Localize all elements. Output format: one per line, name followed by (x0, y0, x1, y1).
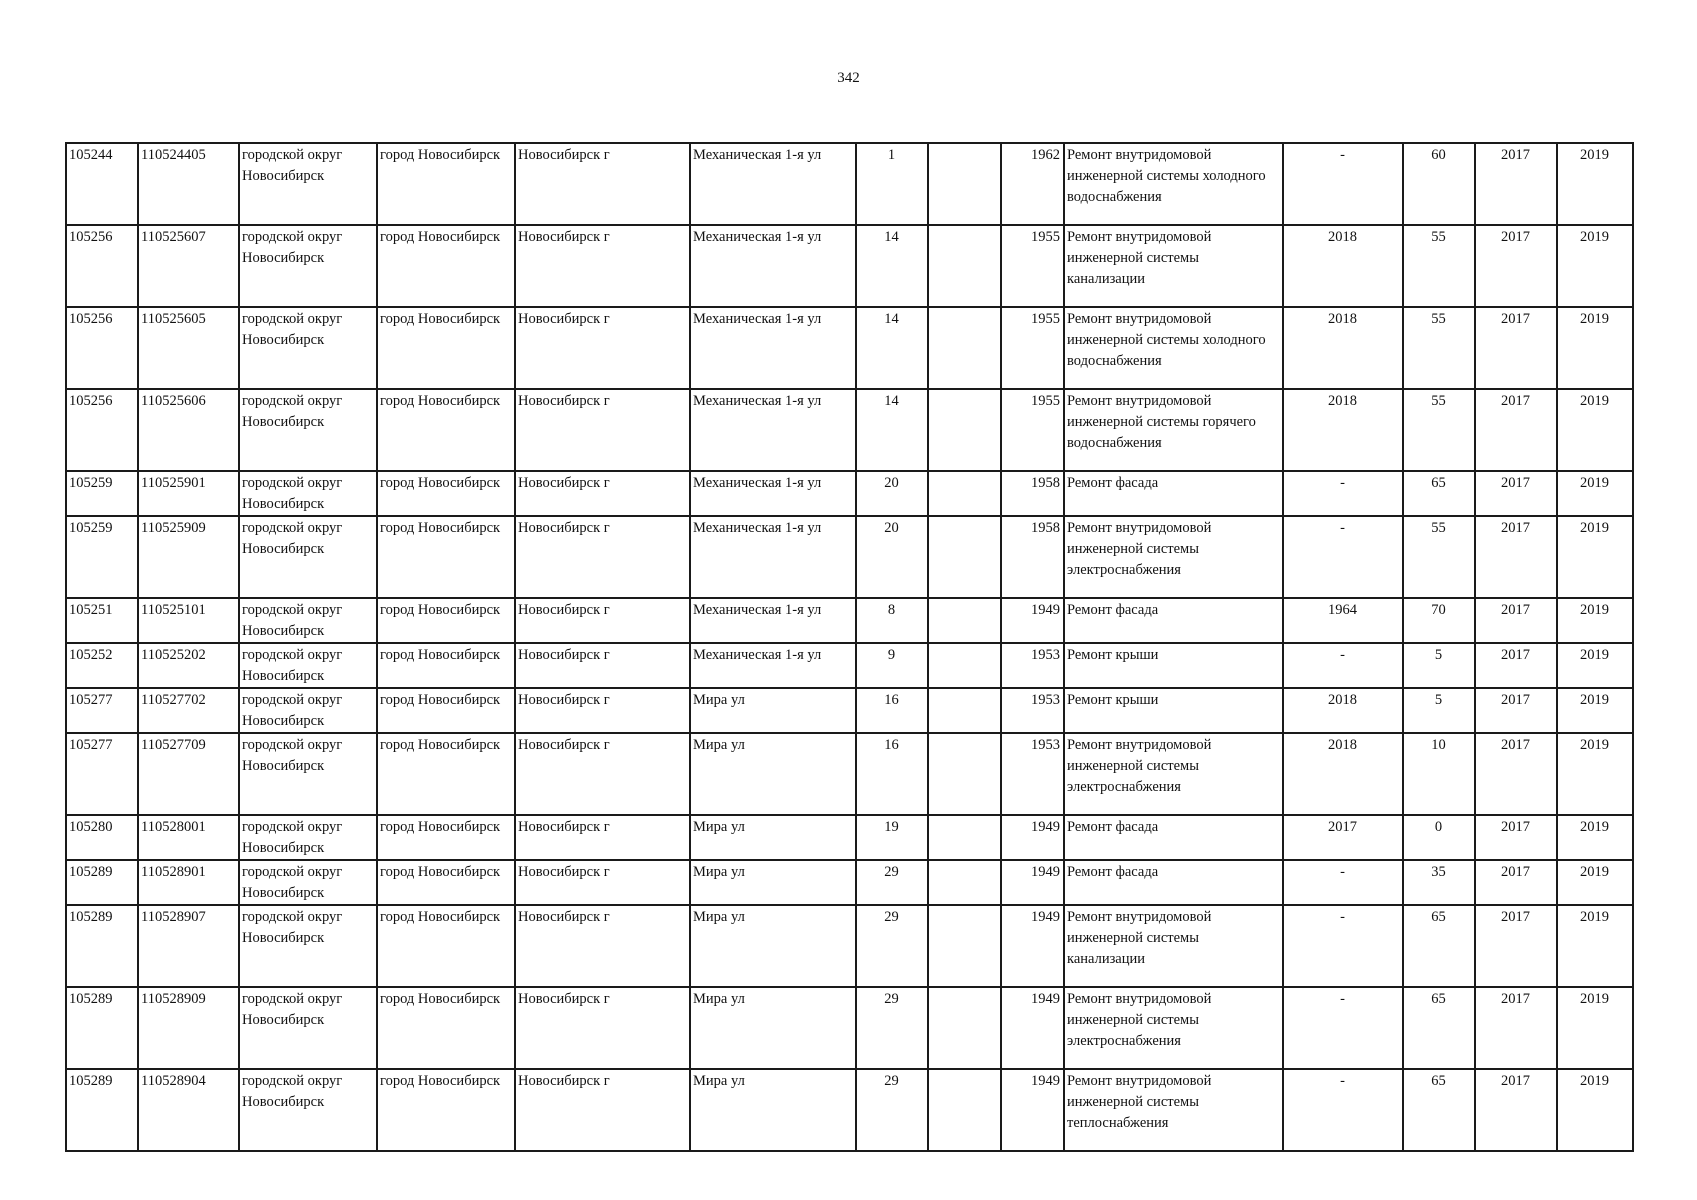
cell-district: городской округ Новосибирск (239, 389, 377, 471)
cell-locality: Новосибирск г (515, 143, 690, 225)
cell-work: Ремонт крыши (1064, 688, 1283, 733)
cell-id: 105289 (66, 860, 138, 905)
table-row (66, 1069, 1633, 1151)
cell-locality: Новосибирск г (515, 598, 690, 643)
cell-wear: 60 (1403, 143, 1475, 225)
cell-id: 105251 (66, 598, 138, 643)
cell-work: Ремонт внутридомовой инженерной системы электроснабжения (1064, 516, 1283, 598)
cell-year-built: 1955 (1001, 225, 1064, 307)
cell-work: Ремонт внутридомовой инженерной системы канализации (1064, 225, 1283, 307)
cell-start-year: 2017 (1475, 688, 1557, 733)
cell-end-year: 2019 (1557, 905, 1633, 987)
cell-work: Ремонт фасада (1064, 598, 1283, 643)
cell-start-year: 2017 (1475, 307, 1557, 389)
cell-locality: Новосибирск г (515, 1069, 690, 1151)
cell-code: 110528904 (138, 1069, 239, 1151)
cell-house: 29 (856, 860, 928, 905)
cell-settlement: город Новосибирск (377, 815, 515, 860)
cell-district: городской округ Новосибирск (239, 598, 377, 643)
cell-year-built: 1949 (1001, 815, 1064, 860)
cell-year-built: 1958 (1001, 516, 1064, 598)
cell-id: 105244 (66, 143, 138, 225)
cell-locality: Новосибирск г (515, 225, 690, 307)
cell-locality: Новосибирск г (515, 815, 690, 860)
cell-settlement: город Новосибирск (377, 389, 515, 471)
cell-code: 110525101 (138, 598, 239, 643)
cell-start-year: 2017 (1475, 987, 1557, 1069)
cell-wear: 55 (1403, 389, 1475, 471)
cell-start-year: 2017 (1475, 598, 1557, 643)
cell-building (928, 389, 1001, 471)
cell-end-year: 2019 (1557, 987, 1633, 1069)
cell-start-year: 2017 (1475, 225, 1557, 307)
cell-end-year: 2019 (1557, 471, 1633, 516)
cell-code: 110524405 (138, 143, 239, 225)
cell-last-repair: - (1283, 905, 1403, 987)
cell-start-year: 2017 (1475, 516, 1557, 598)
cell-district: городской округ Новосибирск (239, 516, 377, 598)
cell-end-year: 2019 (1557, 860, 1633, 905)
cell-locality: Новосибирск г (515, 307, 690, 389)
cell-last-repair: - (1283, 643, 1403, 688)
page-number: 342 (837, 70, 860, 86)
cell-year-built: 1949 (1001, 1069, 1064, 1151)
cell-code: 110528901 (138, 860, 239, 905)
cell-settlement: город Новосибирск (377, 471, 515, 516)
cell-year-built: 1955 (1001, 389, 1064, 471)
cell-locality: Новосибирск г (515, 905, 690, 987)
cell-id: 105289 (66, 1069, 138, 1151)
cell-street: Мира ул (690, 815, 856, 860)
cell-last-repair: - (1283, 471, 1403, 516)
cell-house: 29 (856, 987, 928, 1069)
cell-building (928, 1069, 1001, 1151)
cell-house: 14 (856, 307, 928, 389)
cell-wear: 70 (1403, 598, 1475, 643)
cell-house: 1 (856, 143, 928, 225)
cell-street: Механическая 1-я ул (690, 143, 856, 225)
cell-street: Механическая 1-я ул (690, 471, 856, 516)
cell-id: 105280 (66, 815, 138, 860)
cell-locality: Новосибирск г (515, 860, 690, 905)
cell-start-year: 2017 (1475, 471, 1557, 516)
cell-start-year: 2017 (1475, 643, 1557, 688)
cell-id: 105289 (66, 987, 138, 1069)
cell-last-repair: 2018 (1283, 225, 1403, 307)
table-row (66, 225, 1633, 307)
cell-building (928, 688, 1001, 733)
cell-end-year: 2019 (1557, 516, 1633, 598)
cell-code: 110527702 (138, 688, 239, 733)
cell-locality: Новосибирск г (515, 688, 690, 733)
cell-locality: Новосибирск г (515, 516, 690, 598)
cell-locality: Новосибирск г (515, 987, 690, 1069)
cell-settlement: город Новосибирск (377, 905, 515, 987)
cell-house: 20 (856, 516, 928, 598)
cell-building (928, 987, 1001, 1069)
cell-code: 110525901 (138, 471, 239, 516)
cell-house: 29 (856, 1069, 928, 1151)
cell-district: городской округ Новосибирск (239, 688, 377, 733)
cell-street: Мира ул (690, 733, 856, 815)
cell-district: городской округ Новосибирск (239, 307, 377, 389)
table-row (66, 598, 1633, 643)
cell-year-built: 1953 (1001, 733, 1064, 815)
cell-work: Ремонт фасада (1064, 860, 1283, 905)
cell-id: 105277 (66, 733, 138, 815)
cell-district: городской округ Новосибирск (239, 643, 377, 688)
table-row (66, 905, 1633, 987)
cell-building (928, 471, 1001, 516)
cell-id: 105252 (66, 643, 138, 688)
cell-work: Ремонт внутридомовой инженерной системы холодного водоснабжения (1064, 143, 1283, 225)
cell-end-year: 2019 (1557, 598, 1633, 643)
cell-id: 105259 (66, 516, 138, 598)
cell-settlement: город Новосибирск (377, 987, 515, 1069)
cell-id: 105256 (66, 225, 138, 307)
cell-street: Мира ул (690, 688, 856, 733)
cell-year-built: 1962 (1001, 143, 1064, 225)
cell-code: 110528909 (138, 987, 239, 1069)
cell-code: 110525607 (138, 225, 239, 307)
cell-start-year: 2017 (1475, 905, 1557, 987)
cell-end-year: 2019 (1557, 688, 1633, 733)
cell-end-year: 2019 (1557, 1069, 1633, 1151)
cell-wear: 5 (1403, 688, 1475, 733)
cell-settlement: город Новосибирск (377, 598, 515, 643)
cell-house: 14 (856, 225, 928, 307)
cell-house: 29 (856, 905, 928, 987)
cell-wear: 65 (1403, 1069, 1475, 1151)
cell-street: Мира ул (690, 1069, 856, 1151)
table-row (66, 860, 1633, 905)
cell-work: Ремонт крыши (1064, 643, 1283, 688)
cell-district: городской округ Новосибирск (239, 987, 377, 1069)
cell-settlement: город Новосибирск (377, 143, 515, 225)
cell-start-year: 2017 (1475, 733, 1557, 815)
table-row (66, 307, 1633, 389)
cell-code: 110525606 (138, 389, 239, 471)
cell-district: городской округ Новосибирск (239, 733, 377, 815)
cell-last-repair: - (1283, 860, 1403, 905)
cell-street: Мира ул (690, 860, 856, 905)
cell-street: Механическая 1-я ул (690, 516, 856, 598)
cell-settlement: город Новосибирск (377, 307, 515, 389)
cell-last-repair: 2018 (1283, 733, 1403, 815)
cell-settlement: город Новосибирск (377, 688, 515, 733)
cell-wear: 55 (1403, 307, 1475, 389)
cell-building (928, 733, 1001, 815)
cell-house: 19 (856, 815, 928, 860)
repair-registry-table (65, 142, 1634, 1152)
cell-street: Механическая 1-я ул (690, 225, 856, 307)
cell-work: Ремонт фасада (1064, 815, 1283, 860)
cell-wear: 0 (1403, 815, 1475, 860)
cell-building (928, 516, 1001, 598)
table-row (66, 815, 1633, 860)
cell-building (928, 905, 1001, 987)
cell-work: Ремонт фасада (1064, 471, 1283, 516)
cell-building (928, 815, 1001, 860)
cell-district: городской округ Новосибирск (239, 143, 377, 225)
cell-start-year: 2017 (1475, 815, 1557, 860)
cell-district: городской округ Новосибирск (239, 471, 377, 516)
cell-last-repair: 2018 (1283, 389, 1403, 471)
table-row (66, 143, 1633, 225)
cell-work: Ремонт внутридомовой инженерной системы горячего водоснабжения (1064, 389, 1283, 471)
cell-start-year: 2017 (1475, 860, 1557, 905)
cell-year-built: 1949 (1001, 905, 1064, 987)
cell-work: Ремонт внутридомовой инженерной системы теплоснабжения (1064, 1069, 1283, 1151)
cell-building (928, 143, 1001, 225)
cell-wear: 65 (1403, 905, 1475, 987)
cell-settlement: город Новосибирск (377, 516, 515, 598)
cell-end-year: 2019 (1557, 643, 1633, 688)
cell-building (928, 860, 1001, 905)
cell-work: Ремонт внутридомовой инженерной системы электроснабжения (1064, 733, 1283, 815)
cell-year-built: 1955 (1001, 307, 1064, 389)
cell-street: Мира ул (690, 987, 856, 1069)
table-row (66, 987, 1633, 1069)
cell-house: 14 (856, 389, 928, 471)
cell-wear: 55 (1403, 516, 1475, 598)
cell-end-year: 2019 (1557, 815, 1633, 860)
cell-locality: Новосибирск г (515, 733, 690, 815)
cell-settlement: город Новосибирск (377, 1069, 515, 1151)
cell-house: 16 (856, 733, 928, 815)
cell-wear: 10 (1403, 733, 1475, 815)
table-row (66, 516, 1633, 598)
cell-district: городской округ Новосибирск (239, 860, 377, 905)
cell-street: Механическая 1-я ул (690, 307, 856, 389)
cell-wear: 65 (1403, 987, 1475, 1069)
cell-last-repair: - (1283, 516, 1403, 598)
cell-year-built: 1953 (1001, 643, 1064, 688)
cell-last-repair: 2017 (1283, 815, 1403, 860)
cell-year-built: 1958 (1001, 471, 1064, 516)
cell-last-repair: 1964 (1283, 598, 1403, 643)
cell-locality: Новосибирск г (515, 643, 690, 688)
table-row (66, 643, 1633, 688)
cell-end-year: 2019 (1557, 143, 1633, 225)
cell-last-repair: - (1283, 987, 1403, 1069)
table-row (66, 688, 1633, 733)
cell-last-repair: 2018 (1283, 307, 1403, 389)
cell-end-year: 2019 (1557, 307, 1633, 389)
cell-code: 110528907 (138, 905, 239, 987)
cell-last-repair: - (1283, 143, 1403, 225)
cell-start-year: 2017 (1475, 1069, 1557, 1151)
cell-street: Мира ул (690, 905, 856, 987)
cell-building (928, 643, 1001, 688)
cell-district: городской округ Новосибирск (239, 1069, 377, 1151)
cell-settlement: город Новосибирск (377, 225, 515, 307)
cell-year-built: 1949 (1001, 987, 1064, 1069)
cell-house: 8 (856, 598, 928, 643)
cell-wear: 65 (1403, 471, 1475, 516)
cell-work: Ремонт внутридомовой инженерной системы канализации (1064, 905, 1283, 987)
cell-code: 110525909 (138, 516, 239, 598)
cell-building (928, 307, 1001, 389)
cell-house: 16 (856, 688, 928, 733)
cell-house: 20 (856, 471, 928, 516)
cell-year-built: 1953 (1001, 688, 1064, 733)
cell-year-built: 1949 (1001, 860, 1064, 905)
cell-wear: 55 (1403, 225, 1475, 307)
cell-code: 110525202 (138, 643, 239, 688)
cell-code: 110527709 (138, 733, 239, 815)
cell-year-built: 1949 (1001, 598, 1064, 643)
cell-id: 105259 (66, 471, 138, 516)
cell-settlement: город Новосибирск (377, 733, 515, 815)
cell-street: Механическая 1-я ул (690, 643, 856, 688)
cell-district: городской округ Новосибирск (239, 815, 377, 860)
cell-locality: Новосибирск г (515, 389, 690, 471)
cell-id: 105289 (66, 905, 138, 987)
table-row (66, 389, 1633, 471)
cell-id: 105256 (66, 307, 138, 389)
cell-district: городской округ Новосибирск (239, 905, 377, 987)
cell-work: Ремонт внутридомовой инженерной системы холодного водоснабжения (1064, 307, 1283, 389)
cell-work: Ремонт внутридомовой инженерной системы электроснабжения (1064, 987, 1283, 1069)
cell-end-year: 2019 (1557, 389, 1633, 471)
cell-wear: 5 (1403, 643, 1475, 688)
cell-start-year: 2017 (1475, 143, 1557, 225)
cell-start-year: 2017 (1475, 389, 1557, 471)
cell-last-repair: - (1283, 1069, 1403, 1151)
cell-district: городской округ Новосибирск (239, 225, 377, 307)
cell-settlement: город Новосибирск (377, 860, 515, 905)
cell-building (928, 598, 1001, 643)
cell-wear: 35 (1403, 860, 1475, 905)
cell-last-repair: 2018 (1283, 688, 1403, 733)
cell-building (928, 225, 1001, 307)
cell-code: 110525605 (138, 307, 239, 389)
cell-settlement: город Новосибирск (377, 643, 515, 688)
cell-street: Механическая 1-я ул (690, 598, 856, 643)
cell-street: Механическая 1-я ул (690, 389, 856, 471)
cell-locality: Новосибирск г (515, 471, 690, 516)
cell-id: 105256 (66, 389, 138, 471)
cell-end-year: 2019 (1557, 733, 1633, 815)
table-row (66, 471, 1633, 516)
cell-id: 105277 (66, 688, 138, 733)
cell-end-year: 2019 (1557, 225, 1633, 307)
cell-code: 110528001 (138, 815, 239, 860)
cell-house: 9 (856, 643, 928, 688)
table-row (66, 733, 1633, 815)
